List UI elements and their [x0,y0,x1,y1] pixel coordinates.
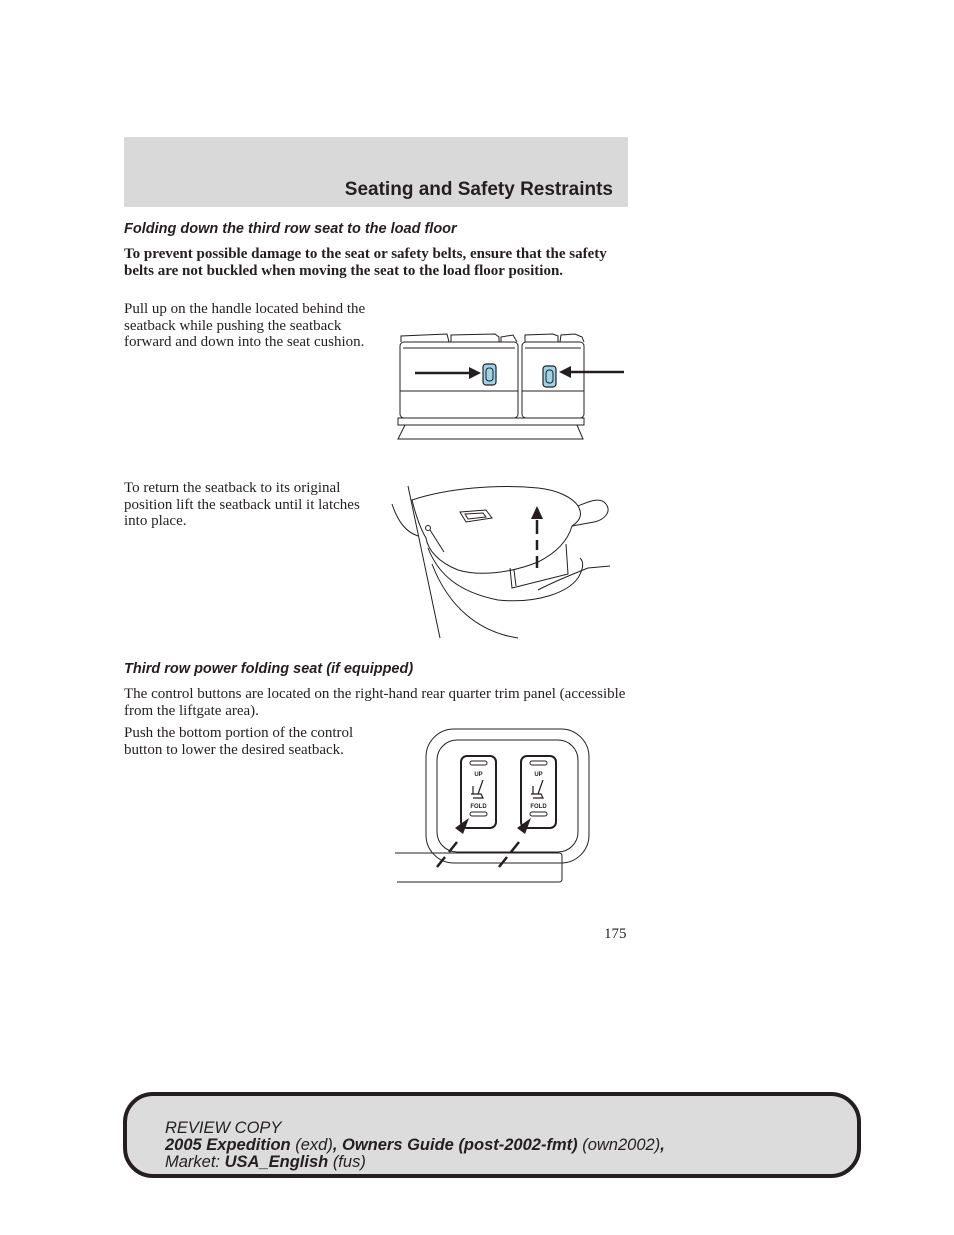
button-fold-label: FOLD [530,804,547,810]
arrow-diagonal-icon [499,818,531,867]
footer-guide-code: (own2002) [582,1136,661,1154]
footer-guide: , Owners Guide (post-2002-fmt) [332,1136,578,1154]
review-copy-footer [123,1092,861,1178]
fold-control-button [461,756,496,828]
seatback-handles-illustration [395,328,627,442]
subheading-folding-down: Folding down the third row seat to the load floor [124,221,457,237]
control-buttons-location-text: The control buttons are located on the right-hand rear quarter trim panel (accessible from the liftgate area). [124,686,626,719]
step-pull-handle-text: Pull up on the handle located behind the seatback while pushing the seatback forward and down into the seat cushion. [124,301,366,350]
footer-model-code: (exd) [295,1136,333,1154]
warning-text: To prevent possible damage to the seat or safety belts, ensure that the safety belts are not buckled when moving the seat to the load floor position. [124,246,607,279]
seatback-handle-icon [543,366,556,387]
footer-market-label: Market: [165,1153,221,1171]
review-copy-label: REVIEW COPY [165,1119,282,1137]
section-title: Seating and Safety Restraints [344,179,613,200]
fold-control-button [521,756,556,828]
push-button-instruction-text: Push the bottom portion of the control button to lower the desired seatback. [124,725,354,758]
seatback-handle-icon [483,364,496,385]
arrow-left-icon [559,366,624,378]
footer-model: 2005 Expedition [165,1136,291,1154]
power-fold-control-panel-illustration [393,726,593,886]
footer-market: USA_English [224,1153,329,1171]
step-return-seatback-text: To return the seatback to its original position lift the seatback until it latches into place. [124,480,360,529]
page-number: 175 [604,926,627,942]
arrow-diagonal-icon [437,818,469,867]
section-header-band [124,137,628,207]
seatback-lift-illustration [388,482,613,640]
button-up-label: UP [474,772,483,778]
button-fold-label: FOLD [470,804,487,810]
footer-text: REVIEW COPY 2005 Expedition (exd), Owners Guide (post-2002-fmt) (own2002), Market: USA_English (fus) [165,1119,665,1171]
subheading-power-folding: Third row power folding seat (if equipped) [124,661,414,677]
button-up-label: UP [534,772,543,778]
footer-market-code: (fus) [332,1153,366,1171]
